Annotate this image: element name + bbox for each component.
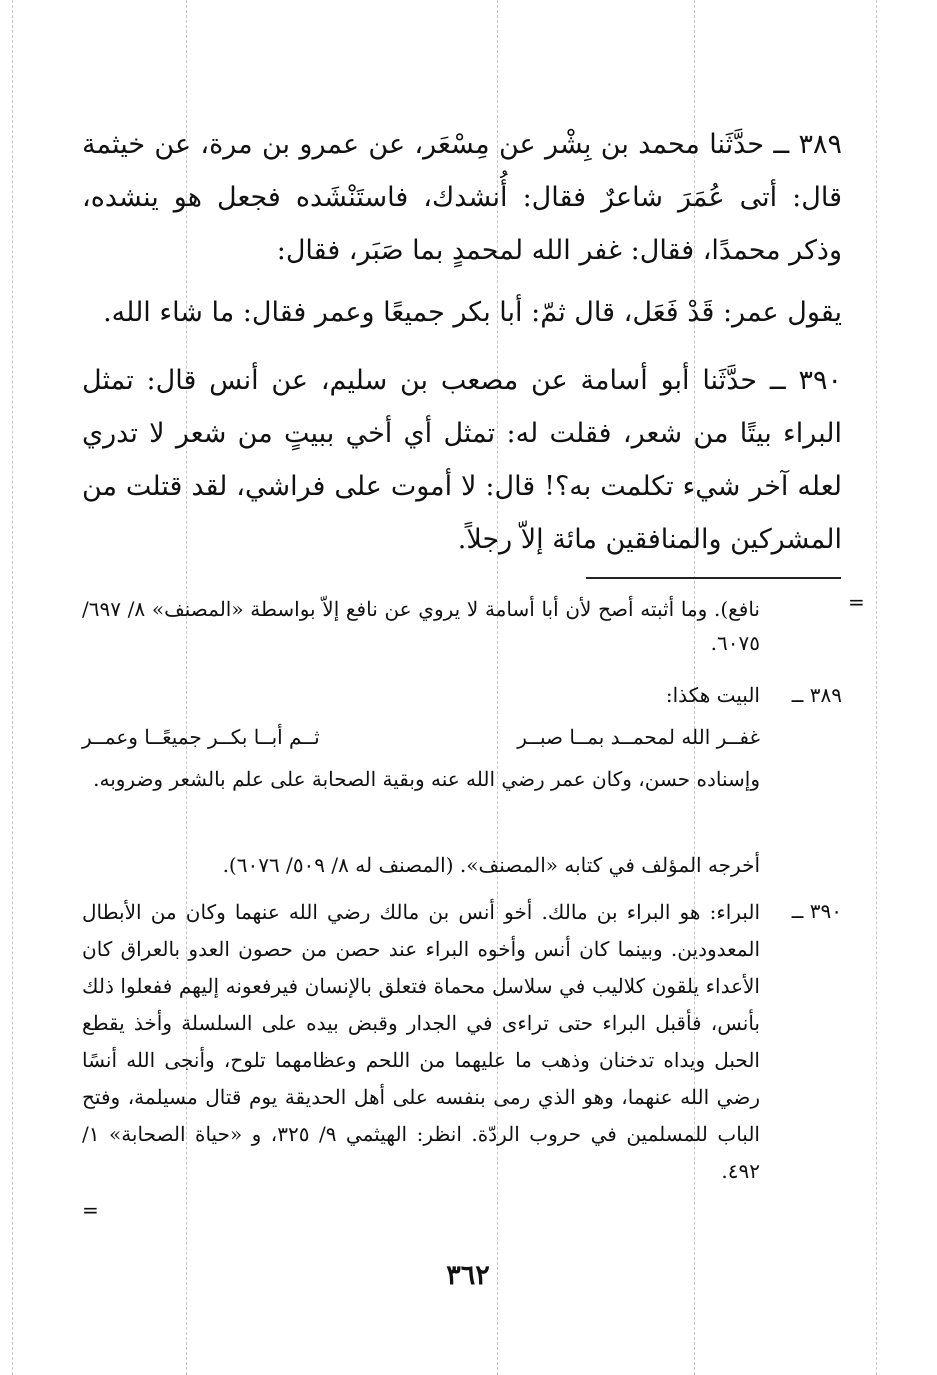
hadith-389-paragraph: ٣٨٩ ــ حدَّثَنا محمد بن بِشْر عن مِسْعَر، عن عمرو بن مرة، عن خيثمة قال: أتى عُمَرَ شاعرٌ فقال: أُنشدك، فاستَنْشَده فجعل هو ينشده، وذكر محمدًا، فقال: غفر الله لمحمدٍ بما صَبَر، فقال: xyxy=(82,129,842,266)
verse-hemistich-second: ثــم أبــا بكــر جميعًــا وعمــر xyxy=(82,725,320,749)
footnote-390-number: ٣٩٠ ــ xyxy=(791,899,842,923)
hadith-389-closing-line: يقول عمر: قَدْ فَعَل، قال ثمّ: أبا بكر جميعًا وعمر فقال: ما شاء الله. xyxy=(103,297,842,328)
hadith-390-paragraph: ٣٩٠ ــ حدَّثَنا أبو أسامة عن مصعب بن سليم، عن أنس قال: تمثل البراء بيتًا من شعر، فقلت له: تمثل أي أخي ببيتٍ من شعر لا تدري لعله آخر شيء تكلمت به؟! قال: لا أموت على فراشي، لقد قتلت من المشركين والمنافقين مائة إلاّ رجلاً. xyxy=(82,365,842,555)
footnote-continuation-text: نافع). وما أثبته أصح لأن أبا أسامة لا يروي عن نافع إلاّ بواسطة «المصنف» ٨/ ٦٩٧/ ٦٠٧٥. xyxy=(82,597,760,655)
footnote-separator xyxy=(586,577,841,579)
footnote-390-body: البراء: هو البراء بن مالك. أخو أنس بن مالك رضي الله عنهما وكان من الأبطال المعدودين. وبينما كان أنس وأخوه البراء عند حصن من حصون العدو بالعراق كان الأعداء يلقون كلاليب في سلاسل محماة فتعلق بالإنسان فيرفعونه إليهم ففعلوا ذلك بأنس، فأقبل البراء حتى تراءى في الجدار وقبض بيده على السلسلة وأخذ يقطع الحبل ويداه تدخنان وذهب ما عليهما من اللحم وعظامهما تلوح، وأنجى الله أنسًا رضي الله عنهما، وهو الذي رمى بنفسه على أهل الحديقة يوم قتال مسيلمة، وفتح الباب للمسلمين في حروب الردّة. انظر: الهيثمي ٩/ ٣٢٥، و «حياة الصحابة» ١/ ٤٩٢. xyxy=(82,900,760,1183)
scan-guide-line xyxy=(876,0,877,1375)
footnote-389-source: أخرجه المؤلف في كتابه «المصنف». (المصنف له ٨/ ٥٠٩/ ٦٠٧٦). xyxy=(222,853,760,877)
page-number: ٣٦٢ xyxy=(446,1260,490,1291)
verse-hemistich-first: غفــر الله لمحمــد بمــا صبــر xyxy=(517,725,760,749)
footnote-389-body: وإسناده حسن، وكان عمر رضي الله عنه وبقية الصحابة على علم بالشعر وضروبه. xyxy=(93,767,760,791)
scan-guide-line xyxy=(12,0,13,1375)
continuation-mark: = xyxy=(848,590,865,614)
end-continuation-mark: = xyxy=(82,1198,99,1222)
footnote-389-number: ٣٨٩ ــ xyxy=(791,683,842,707)
footnote-389-intro: البيت هكذا: xyxy=(665,683,760,707)
